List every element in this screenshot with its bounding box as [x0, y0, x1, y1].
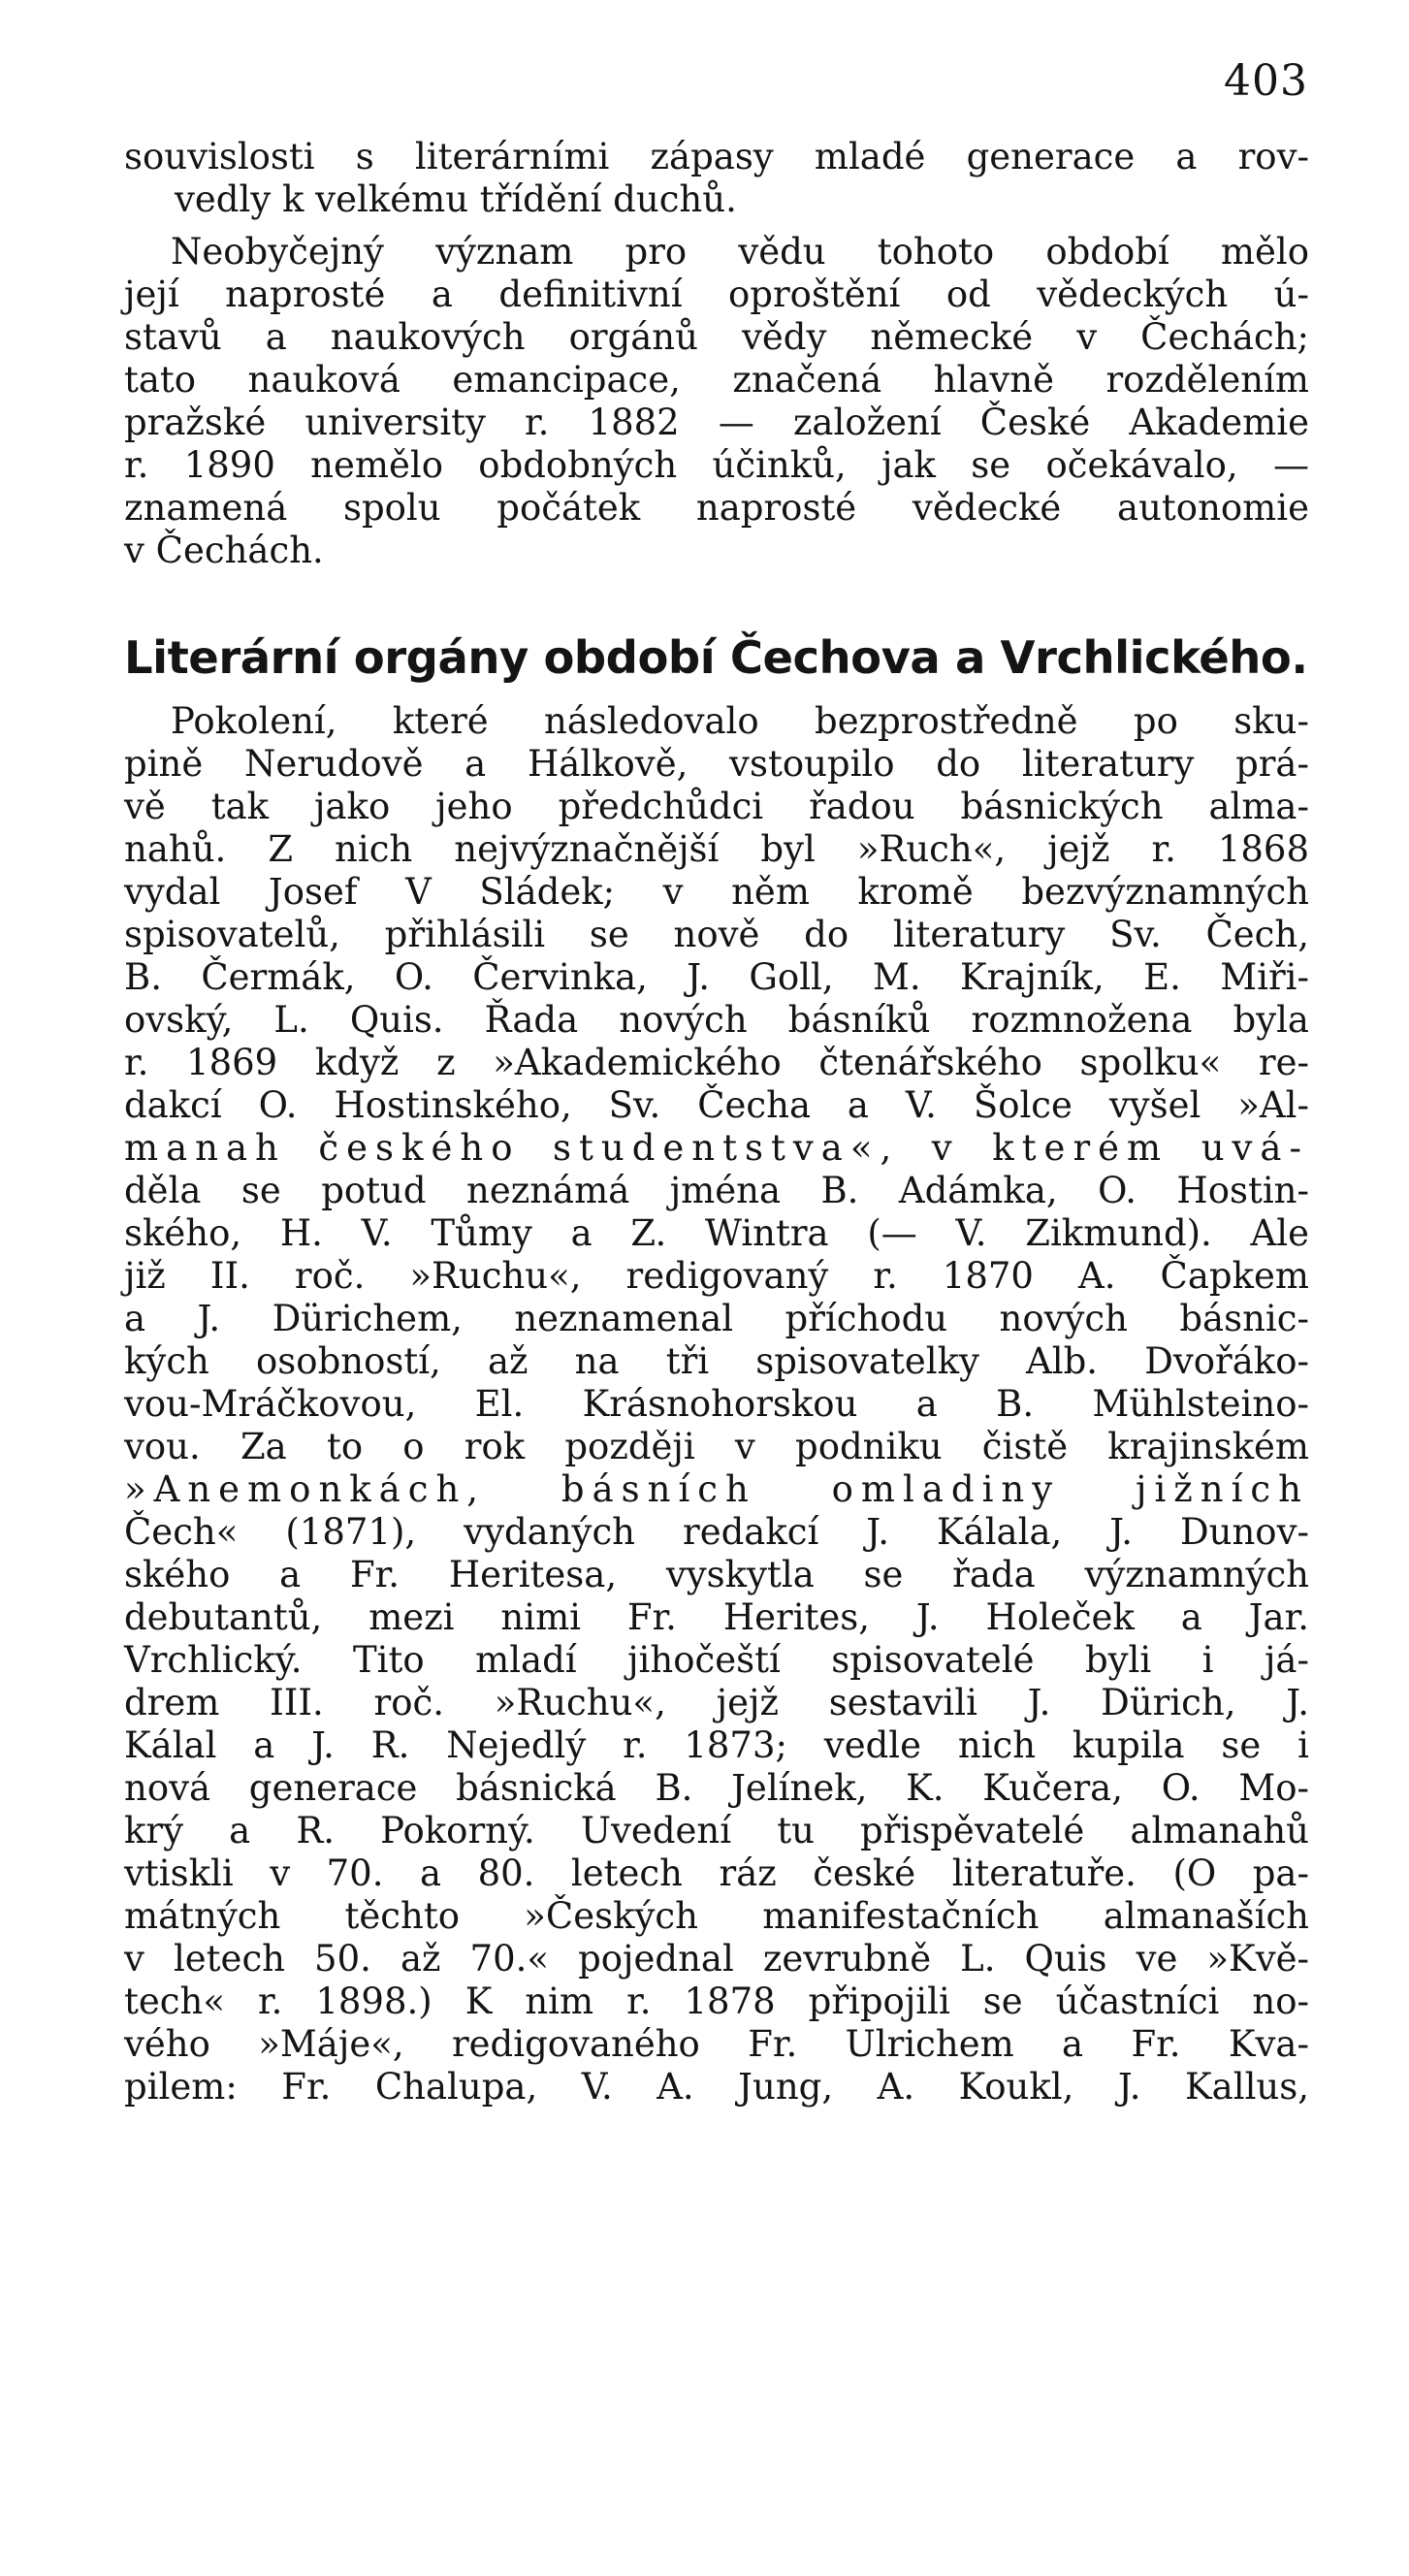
text-line: vou. Za to o rok později v podniku čistě krajinském — [124, 1426, 1309, 1467]
text-line: pině Nerudově a Hálkově, vstoupilo do literatury prá- — [124, 743, 1309, 785]
text-line: děla se potud neznámá jména B. Adámka, O. Hostin- — [124, 1170, 1309, 1211]
text-line: manah českého studentstva«, v kterém uvá- — [124, 1127, 1309, 1169]
text-line: stavů a naukových orgánů vědy německé v Čechách; — [124, 316, 1309, 358]
text-line: Vrchlický. Tito mladí jihočeští spisovatelé byli i já- — [124, 1639, 1309, 1681]
text-line: ovský, L. Quis. Řada nových básníků rozmnožena byla — [124, 999, 1309, 1041]
text-line: pilem: Fr. Chalupa, V. A. Jung, A. Koukl, J. Kallus, — [124, 2066, 1309, 2108]
text-line: Kálal a J. R. Nejedlý r. 1873; vedle nich kupila se i — [124, 1724, 1309, 1766]
text-line: dakcí O. Hostinského, Sv. Čecha a V. Šolce vyšel »Al- — [124, 1084, 1309, 1126]
text-line: vého »Máje«, redigovaného Fr. Ulrichem a Fr. Kva- — [124, 2023, 1309, 2065]
text-line: »Anemonkách, básních omladiny jižních — [124, 1468, 1309, 1510]
text-line: debutantů, mezi nimi Fr. Herites, J. Holeček a Jar. — [124, 1596, 1309, 1638]
paragraph-literary-almanacs — [124, 700, 1309, 2109]
text-line: vydal Josef V Sládek; v něm kromě bezvýznamných — [124, 871, 1309, 913]
text-line: nová generace básnická B. Jelínek, K. Kučera, O. Mo- — [124, 1767, 1309, 1809]
text-line: vě tak jako jeho předchůdci řadou básnických alma- — [124, 786, 1309, 827]
text-line: pražské university r. 1882 — založení České Akademie — [124, 402, 1309, 443]
paragraph-science-emancipation — [124, 231, 1309, 572]
text-line: kých osobností, až na tři spisovatelky Alb. Dvořáko- — [124, 1340, 1309, 1382]
text-line: vedly k velkému třídění duchů. — [175, 178, 737, 220]
text-line: ského a Fr. Heritesa, vyskytla se řada významných — [124, 1554, 1309, 1595]
text-line: Neobyčejný význam pro vědu tohoto období mělo — [171, 231, 1309, 273]
text-line: souvislosti s literárními zápasy mladé generace a rov- — [124, 136, 1309, 177]
text-line: spisovatelů, přihlásili se nově do literatury Sv. Čech, — [124, 914, 1309, 955]
text-line: B. Čermák, O. Červinka, J. Goll, M. Krajník, E. Miři- — [124, 956, 1309, 998]
text-line: v letech 50. až 70.« pojednal zevrubně L. Quis ve »Kvě- — [124, 1938, 1309, 1980]
text-line: tato nauková emancipace, značená hlavně rozdělením — [124, 359, 1309, 401]
text-line: ského, H. V. Tůmy a Z. Wintra (— V. Zikmund). Ale — [124, 1212, 1309, 1254]
text-line: Čech« (1871), vydaných redakcí J. Kálala, J. Dunov- — [124, 1511, 1309, 1553]
section-heading: Literární orgány období Čechova a Vrchlického. — [124, 631, 1308, 684]
text-line: mátných těchto »Českých manifestačních almanaších — [124, 1895, 1309, 1937]
text-line: nahů. Z nich nejvýznačnější byl »Ruch«, jejž r. 1868 — [124, 828, 1309, 870]
text-line: vtiskli v 70. a 80. letech ráz české literatuře. (O pa- — [124, 1852, 1309, 1894]
text-line: r. 1869 když z »Akademického čtenářského spolku« re- — [124, 1042, 1309, 1083]
text-line: Pokolení, které následovalo bezprostředně po sku- — [171, 700, 1309, 742]
text-line: její naprosté a definitivní oproštění od vědeckých ú- — [124, 274, 1309, 315]
intro-continuation — [124, 136, 1309, 221]
text-line: již II. roč. »Ruchu«, redigovaný r. 1870 A. Čapkem — [124, 1255, 1309, 1297]
text-line: a J. Dürichem, neznamenal příchodu nových básnic- — [124, 1298, 1309, 1339]
page-body — [124, 136, 1309, 2109]
text-line: r. 1890 nemělo obdobných účinků, jak se očekávalo, — — [124, 444, 1309, 486]
text-line: znamená spolu počátek naprosté vědecké autonomie — [124, 487, 1309, 529]
text-line: krý a R. Pokorný. Uvedení tu přispěvatelé almanahů — [124, 1810, 1309, 1852]
page-number: 403 — [1224, 56, 1308, 106]
text-line: drem III. roč. »Ruchu«, jejž sestavili J. Dürich, J. — [124, 1682, 1309, 1723]
text-line: vou-Mráčkovou, El. Krásnohorskou a B. Mühlsteino- — [124, 1383, 1309, 1425]
text-line: tech« r. 1898.) K nim r. 1878 připojili se účastníci no- — [124, 1980, 1309, 2022]
text-line: v Čechách. — [124, 530, 324, 571]
